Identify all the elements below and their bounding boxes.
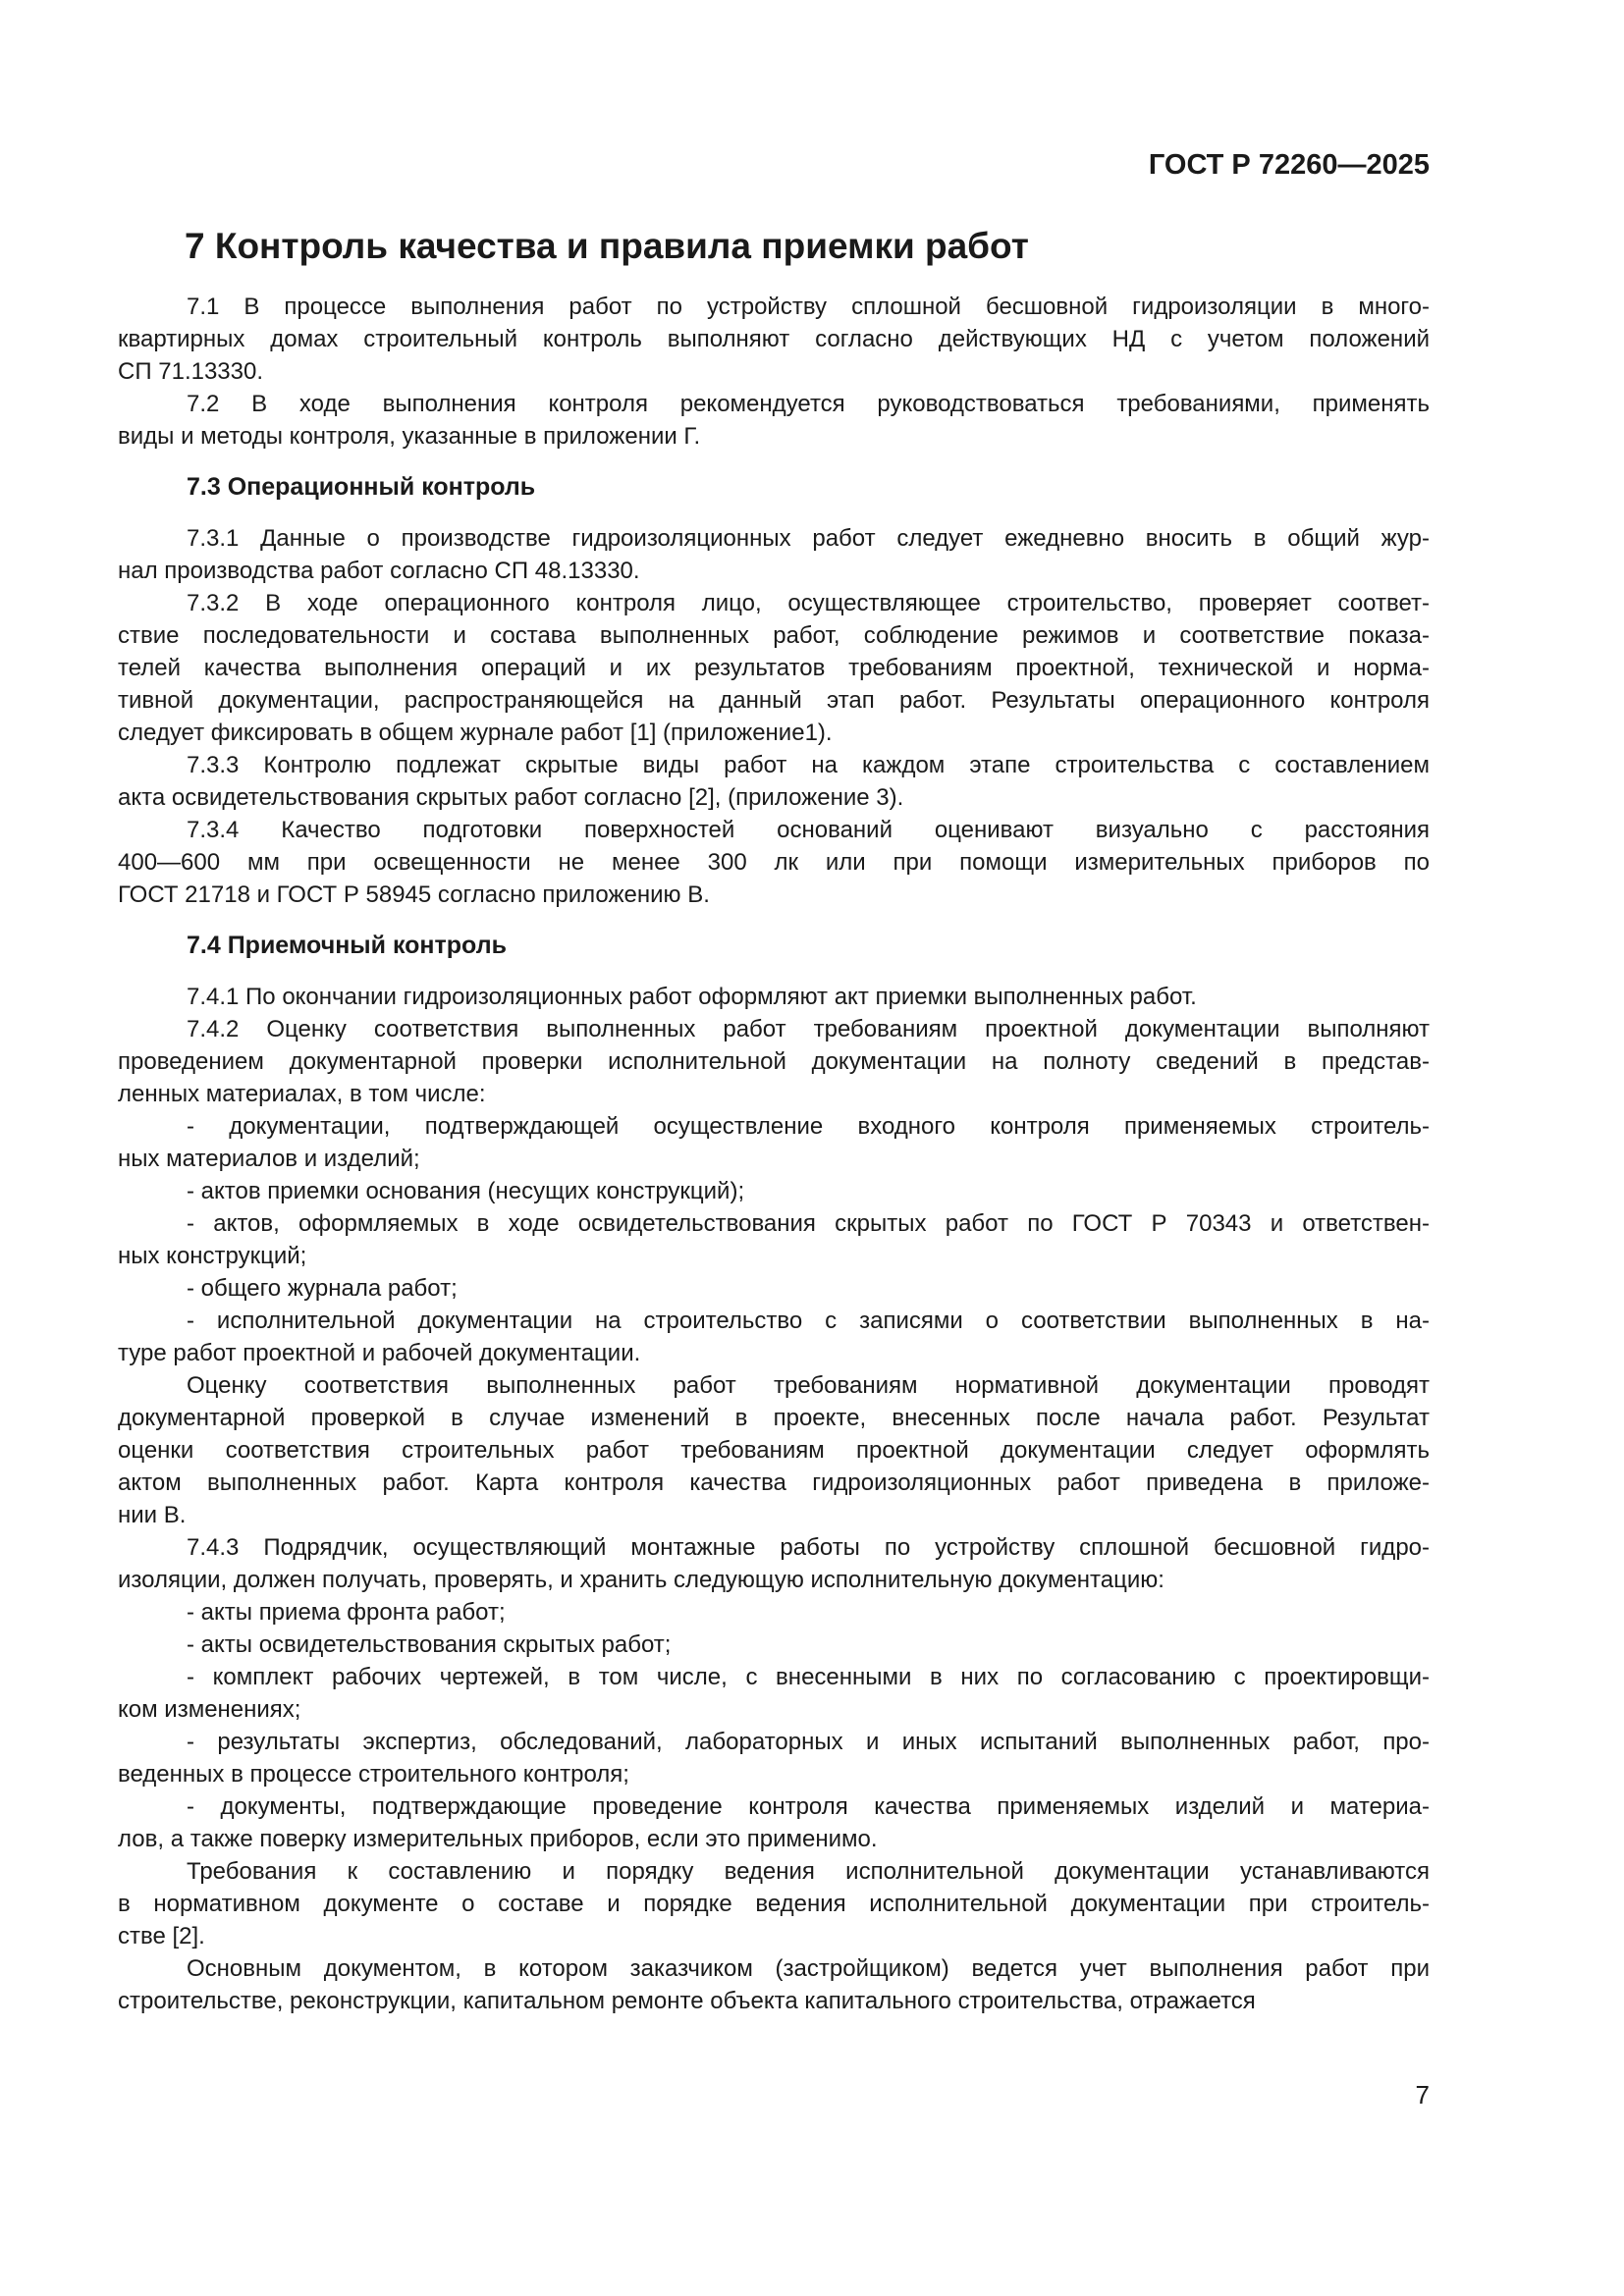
text-line: - исполнительной документации на строительство с записями о соответствии выполненных в на- bbox=[187, 1308, 1430, 1334]
paragraph-7-3-2 bbox=[118, 587, 1430, 749]
text-line: квартирных домах строительный контроль выполняют согласно действующих НД с учетом положений bbox=[118, 326, 1430, 352]
text-line: лов, а также поверку измерительных приборов, если это применимо. bbox=[118, 1826, 878, 1852]
text-line: акта освидетельствования скрытых работ согласно [2], (приложение 3). bbox=[118, 784, 904, 811]
paragraph-7-3-1 bbox=[118, 522, 1430, 587]
text-line: изоляции, должен получать, проверять, и хранить следующую исполнительную документацию: bbox=[118, 1567, 1164, 1593]
text-line: 7.1 В процессе выполнения работ по устройству сплошной бесшовной гидроизоляции в много- bbox=[187, 294, 1430, 320]
list-item bbox=[118, 1305, 1430, 1369]
text-line: - акты освидетельствования скрытых работ; bbox=[187, 1631, 672, 1658]
text-line: Оценку соответствия выполненных работ требованиям нормативной документации проводят bbox=[187, 1372, 1430, 1399]
text-line: ствие последовательности и состава выполненных работ, соблюдение режимов и соответствие показа- bbox=[118, 622, 1430, 649]
text-line: ных конструкций; bbox=[118, 1243, 307, 1269]
text-line: - комплект рабочих чертежей, в том числе, с внесенными в них по согласованию с проектировщи- bbox=[187, 1664, 1430, 1690]
paragraph-7-4-1 bbox=[118, 981, 1430, 1013]
text-line: - результаты экспертиз, обследований, лабораторных и иных испытаний выполненных работ, про- bbox=[187, 1729, 1430, 1755]
page-number: 7 bbox=[1415, 2080, 1430, 2109]
text-line: телей качества выполнения операций и их результатов требованиям проектной, технической и норма- bbox=[118, 655, 1430, 681]
list-item bbox=[118, 1110, 1430, 1175]
text-line: 7.4.2 Оценку соответствия выполненных работ требованиям проектной документации выполняют bbox=[187, 1016, 1430, 1042]
list-item bbox=[118, 1596, 1430, 1629]
text-line: - акты приема фронта работ; bbox=[187, 1599, 506, 1626]
text-line: 7.4.1 По окончании гидроизоляционных работ оформляют акт приемки выполненных работ. bbox=[187, 984, 1197, 1010]
text-line: ных материалов и изделий; bbox=[118, 1146, 420, 1172]
text-line: в нормативном документе о составе и порядке ведения исполнительной документации при строитель- bbox=[118, 1891, 1430, 1917]
text-line: 7.3.3 Контролю подлежат скрытые виды работ на каждом этапе строительства с составлением bbox=[187, 752, 1430, 778]
text-line: - актов, оформляемых в ходе освидетельствования скрытых работ по ГОСТ Р 70343 и ответствен- bbox=[187, 1210, 1430, 1237]
text-line: - документации, подтверждающей осуществление входного контроля применяемых строитель- bbox=[187, 1113, 1430, 1140]
text-line: следует фиксировать в общем журнале работ [1] (приложение1). bbox=[118, 720, 833, 746]
text-line: 7.4.3 Подрядчик, осуществляющий монтажные работы по устройству сплошной бесшовной гидро- bbox=[187, 1534, 1430, 1561]
text-line: актом выполненных работ. Карта контроля качества гидроизоляционных работ приведена в приложе- bbox=[118, 1469, 1430, 1496]
subsection-heading-7-3: 7.3 Операционный контроль bbox=[187, 473, 536, 501]
text-line: СП 71.13330. bbox=[118, 358, 264, 385]
text-line: тивной документации, распространяющейся на данный этап работ. Результаты операционного контроля bbox=[118, 687, 1430, 714]
paragraph-7-1 bbox=[118, 291, 1430, 388]
text-line: 7.3.2 В ходе операционного контроля лицо, осуществляющее строительство, проверяет соответ- bbox=[187, 590, 1430, 616]
list-item bbox=[118, 1272, 1430, 1305]
text-line: 400—600 мм при освещенности не менее 300 лк или при помощи измерительных приборов по bbox=[118, 849, 1430, 876]
paragraph-7-2 bbox=[118, 388, 1430, 453]
text-line: нал производства работ согласно СП 48.13330. bbox=[118, 558, 640, 584]
list-item bbox=[118, 1790, 1430, 1855]
subsection-heading-7-4: 7.4 Приемочный контроль bbox=[187, 932, 507, 959]
list-item bbox=[118, 1175, 1430, 1207]
section-heading: 7 Контроль качества и правила приемки работ bbox=[185, 226, 1029, 266]
text-line: туре работ проектной и рабочей документации. bbox=[118, 1340, 641, 1366]
text-line: проведением документарной проверки исполнительной документации на полноту сведений в представ- bbox=[118, 1048, 1430, 1075]
list-item bbox=[118, 1726, 1430, 1790]
list-item bbox=[118, 1661, 1430, 1726]
text-line: документарной проверкой в случае изменений в проекте, внесенных после начала работ. Результат bbox=[118, 1405, 1430, 1431]
text-line: Основным документом, в котором заказчиком (застройщиком) ведется учет выполнения работ при bbox=[187, 1955, 1430, 1982]
paragraph bbox=[118, 1369, 1430, 1531]
text-line: Требования к составлению и порядку ведения исполнительной документации устанавливаются bbox=[187, 1858, 1430, 1885]
text-line: нии В. bbox=[118, 1502, 187, 1528]
paragraph-7-3-3 bbox=[118, 749, 1430, 814]
text-line: виды и методы контроля, указанные в приложении Г. bbox=[118, 423, 701, 450]
text-line: 7.3.4 Качество подготовки поверхностей оснований оценивают визуально с расстояния bbox=[187, 817, 1430, 843]
paragraph-7-4-3 bbox=[118, 1531, 1430, 1596]
text-line: - общего журнала работ; bbox=[187, 1275, 458, 1302]
text-line: - документы, подтверждающие проведение контроля качества применяемых изделий и материа- bbox=[187, 1793, 1430, 1820]
text-line: стве [2]. bbox=[118, 1923, 205, 1949]
text-line: оценки соответствия строительных работ требованиям проектной документации следует оформлять bbox=[118, 1437, 1430, 1464]
text-line: 7.3.1 Данные о производстве гидроизоляционных работ следует ежедневно вносить в общий жур- bbox=[187, 525, 1430, 552]
standard-code: ГОСТ Р 72260—2025 bbox=[1148, 149, 1430, 181]
list-item bbox=[118, 1629, 1430, 1661]
document-body bbox=[118, 291, 1430, 2017]
text-line: ленных материалах, в том числе: bbox=[118, 1081, 486, 1107]
paragraph-7-3-4 bbox=[118, 814, 1430, 911]
text-line: 7.2 В ходе выполнения контроля рекомендуется руководствоваться требованиями, применять bbox=[187, 391, 1430, 417]
text-line: ГОСТ 21718 и ГОСТ Р 58945 согласно приложению В. bbox=[118, 881, 710, 908]
list-item bbox=[118, 1207, 1430, 1272]
text-line: ком изменениях; bbox=[118, 1696, 301, 1723]
text-line: веденных в процессе строительного контроля; bbox=[118, 1761, 629, 1788]
paragraph-7-4-2 bbox=[118, 1013, 1430, 1110]
paragraph bbox=[118, 1952, 1430, 2017]
paragraph bbox=[118, 1855, 1430, 1952]
text-line: строительстве, реконструкции, капитальном ремонте объекта капитального строительства, отражается bbox=[118, 1988, 1256, 2014]
text-line: - актов приемки основания (несущих конструкций); bbox=[187, 1178, 745, 1204]
